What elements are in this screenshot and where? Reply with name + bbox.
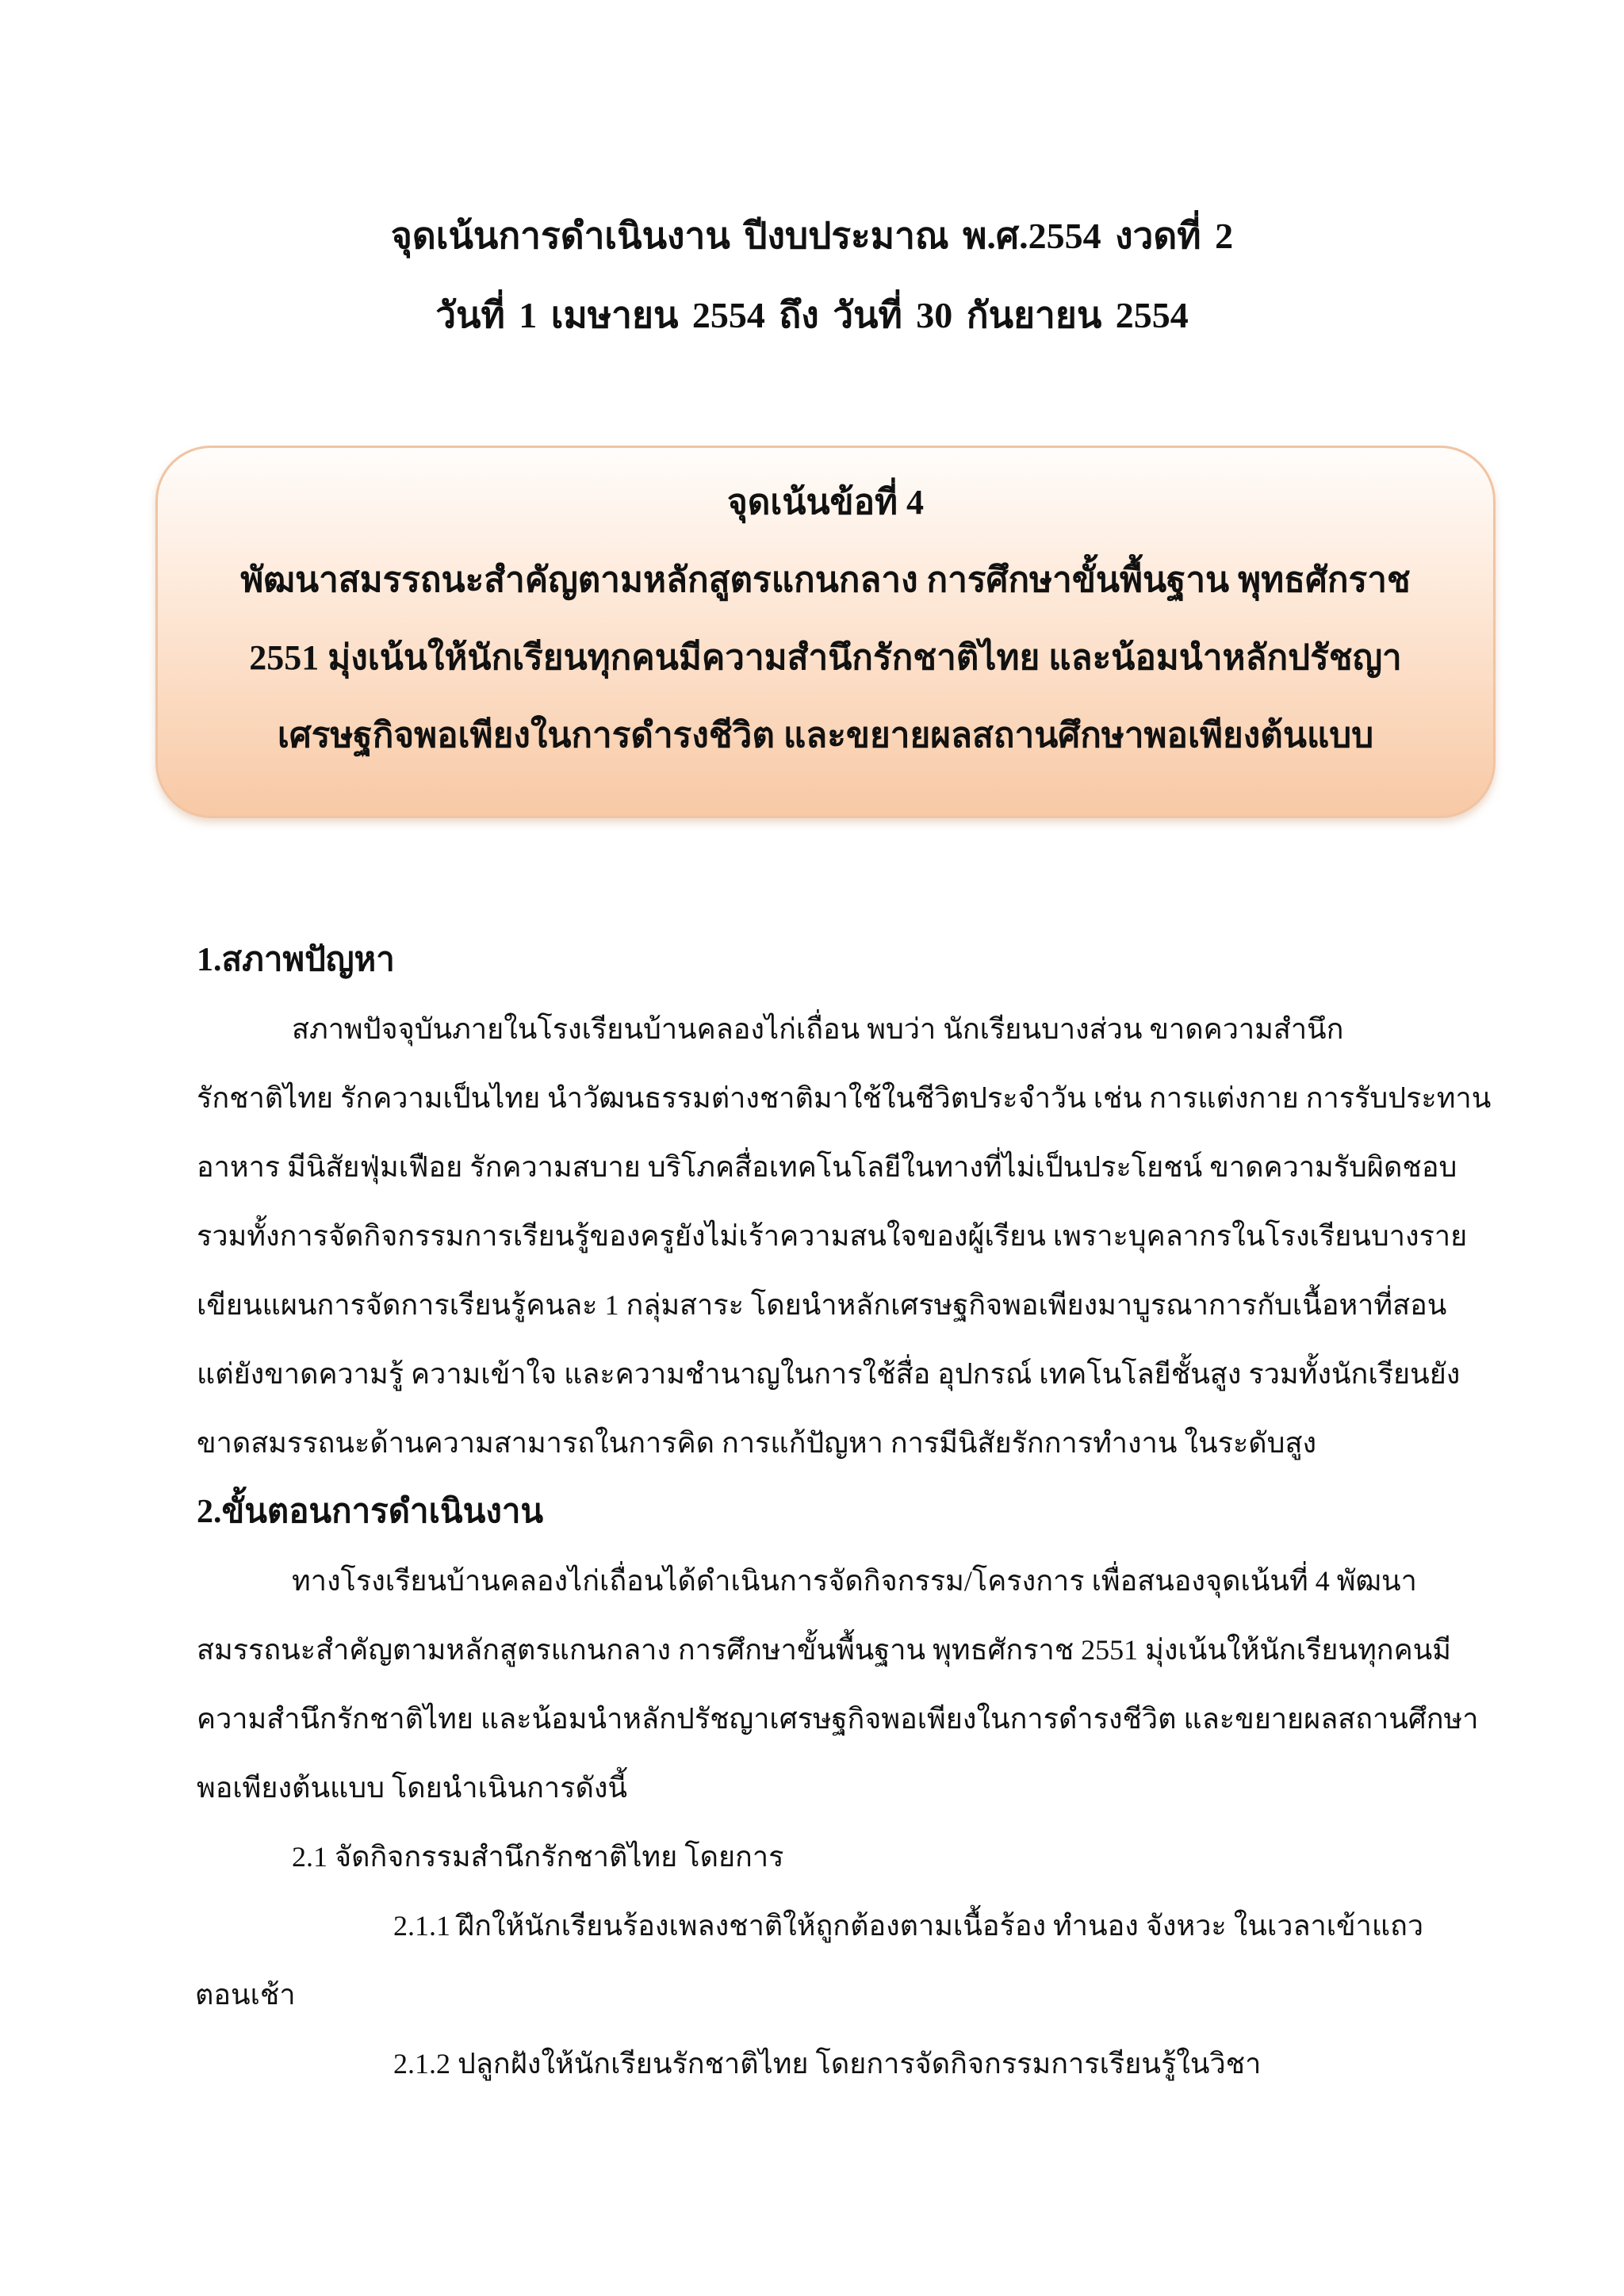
section-2-paragraph-line: พอเพียงต้นแบบ โดยนำเนินการดังนี้ (197, 1772, 628, 1804)
item-2-1-1: 2.1.1 ฝึกให้นักเรียนร้องเพลงชาติให้ถูกต้องตามเนื้อร้อง ทำนอง จังหวะ ในเวลาเข้าแถว (393, 1910, 1424, 1942)
section-1-heading: 1.สภาพปัญหา (197, 942, 395, 978)
focus-line-2: 2551 มุ่งเน้นให้นักเรียนทุกคนมีความสำนึกรักชาติไทย และน้อมนำหลักปรัชญา (249, 638, 1402, 677)
section-1-paragraph-line: สภาพปัจจุบันภายในโรงเรียนบ้านคลองไก่เถื่อน พบว่า นักเรียนบางส่วน ขาดความสำนึก (292, 1013, 1344, 1045)
subsection-2-1: 2.1 จัดกิจกรรมสำนึกรักชาติไทย โดยการ (292, 1841, 784, 1873)
section-1-paragraph-line: อาหาร มีนิสัยฟุ่มเฟือย รักความสบาย บริโภคสื่อเทคโนโลยีในทางที่ไม่เป็นประโยชน์ ขาดความรับผิดชอบ (197, 1151, 1457, 1183)
header-date-range: วันที่ 1 เมษายน 2554 ถึง วันที่ 30 กันยายน 2554 (435, 295, 1189, 335)
focus-line-3: เศรษฐกิจพอเพียงในการดำรงชีวิต และขยายผลสถานศึกษาพอเพียงต้นแบบ (277, 716, 1374, 755)
section-1-paragraph-line: รักชาติไทย รักความเป็นไทย นำวัฒนธรรมต่างชาติมาใช้ในชีวิตประจำวัน เช่น การแต่งกาย การรับประทาน (197, 1082, 1492, 1114)
section-2-heading: 2.ขั้นตอนการดำเนินงาน (197, 1494, 544, 1530)
focus-title: จุดเน้นข้อที่ 4 (726, 483, 925, 522)
document-body (195, 926, 1492, 2099)
section-2-paragraph-line: ทางโรงเรียนบ้านคลองไก่เถื่อนได้ดำเนินการจัดกิจกรรม/โครงการ เพื่อสนองจุดเน้นที่ 4 พัฒนา (292, 1565, 1417, 1597)
section-1-paragraph-line: แต่ยังขาดความรู้ ความเข้าใจ และความชำนาญในการใช้สื่อ อุปกรณ์ เทคโนโลยีชั้นสูง รวมทั้งนักเรียนยัง (197, 1358, 1461, 1390)
section-1-paragraph-line: ขาดสมรรถนะด้านความสามารถในการคิด การแก้ปัญหา การมีนิสัยรักการทำงาน ในระดับสูง (197, 1427, 1317, 1459)
section-2-paragraph-line: ความสำนึกรักชาติไทย และน้อมนำหลักปรัชญาเศรษฐกิจพอเพียงในการดำรงชีวิต และขยายผลสถานศึกษา (197, 1703, 1479, 1735)
focus-line-1: พัฒนาสมรรถนะสำคัญตามหลักสูตรแกนกลาง การศึกษาขั้นพื้นฐาน พุทธศักราช (240, 561, 1411, 599)
item-2-1-2: 2.1.2 ปลูกฝังให้นักเรียนรักชาติไทย โดยการจัดกิจกรรมการเรียนรู้ในวิชา (393, 2048, 1262, 2080)
header-title: จุดเน้นการดำเนินงาน ปีงบประมาณ พ.ศ.2554 งวดที่ 2 (390, 216, 1234, 256)
section-1-paragraph-line: รวมทั้งการจัดกิจกรรมการเรียนรู้ของครูยังไม่เร้าความสนใจของผู้เรียน เพราะบุคลากรในโรงเรียนบางราย (197, 1220, 1468, 1252)
section-1-paragraph-line: เขียนแผนการจัดการเรียนรู้คนละ 1 กลุ่มสาระ โดยนำหลักเศรษฐกิจพอเพียงมาบูรณาการกับเนื้อหาที่สอน (197, 1289, 1447, 1321)
focus-callout-box (155, 446, 1496, 818)
section-2-paragraph-line: สมรรถนะสำคัญตามหลักสูตรแกนกลาง การศึกษาขั้นพื้นฐาน พุทธศักราช 2551 มุ่งเน้นให้นักเรียนทุกคนมี (197, 1634, 1452, 1666)
document-header (0, 197, 1624, 355)
item-2-1-1-continuation: ตอนเช้า (195, 1979, 296, 2011)
